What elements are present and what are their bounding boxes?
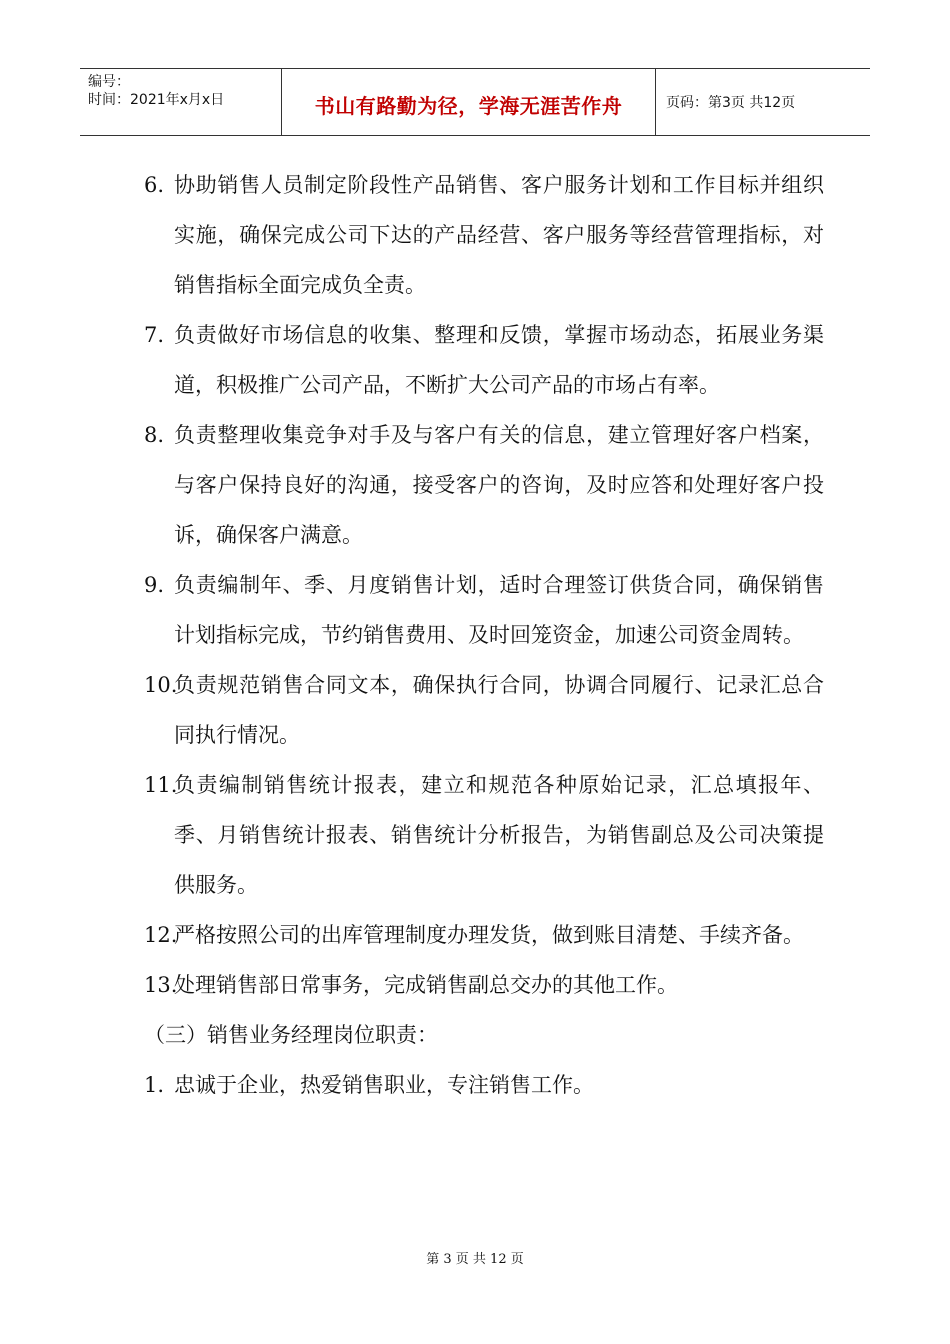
- code-label: 编号：: [88, 74, 130, 90]
- list-item: [144, 1060, 824, 1110]
- document-header: [80, 68, 870, 136]
- date-label: 时间：2021年x月x日: [88, 92, 225, 108]
- item-number: 8.: [144, 423, 165, 447]
- item-number: 10.: [144, 673, 178, 697]
- item-number: 11.: [144, 773, 178, 797]
- item-number: 1.: [144, 1073, 165, 1097]
- header-page-cell: [656, 69, 870, 135]
- item-text: 负责规范销售合同文本，确保执行合同，协调合同履行、记录汇总合同执行情况。: [174, 673, 824, 747]
- list-item: [144, 160, 824, 310]
- page-footer: 第 3 页 共 12 页: [426, 1252, 524, 1267]
- list-item: [144, 410, 824, 560]
- document-body: [144, 160, 824, 1110]
- item-text: 处理销售部日常事务，完成销售副总交办的其他工作。: [174, 973, 678, 997]
- item-text: 负责编制年、季、月度销售计划，适时合理签订供货合同，确保销售计划指标完成，节约销售费用、及时回笼资金，加速公司资金周转。: [174, 573, 824, 647]
- item-number: 9.: [144, 573, 165, 597]
- motto-text: 书山有路勤为径，学海无涯苦作舟: [314, 93, 623, 118]
- list-item: [144, 660, 824, 760]
- item-text: 负责编制销售统计报表，建立和规范各种原始记录，汇总填报年、季、月销售统计报表、销售统计分析报告，为销售副总及公司决策提供服务。: [174, 773, 824, 897]
- item-number: 7.: [144, 323, 165, 347]
- list-item: [144, 910, 824, 960]
- list-item: [144, 560, 824, 660]
- list-item: [144, 760, 824, 910]
- page-info: 页码：第3页 共12页: [666, 95, 796, 111]
- item-text: 协助销售人员制定阶段性产品销售、客户服务计划和工作目标并组织实施，确保完成公司下达的产品经营、客户服务等经营管理指标，对销售指标全面完成负全责。: [174, 173, 824, 297]
- list-item: [144, 960, 824, 1010]
- section-heading: （三）销售业务经理岗位职责：: [144, 1023, 438, 1047]
- item-number: 6.: [144, 173, 165, 197]
- item-text: 忠诚于企业，热爱销售职业，专注销售工作。: [174, 1073, 594, 1097]
- item-text: 负责整理收集竞争对手及与客户有关的信息，建立管理好客户档案，与客户保持良好的沟通，接受客户的咨询，及时应答和处理好客户投诉，确保客户满意。: [174, 423, 824, 547]
- item-text: 负责做好市场信息的收集、整理和反馈，掌握市场动态，拓展业务渠道，积极推广公司产品，不断扩大公司产品的市场占有率。: [174, 323, 824, 397]
- header-motto-cell: [282, 69, 656, 135]
- item-number: 13.: [144, 973, 178, 997]
- item-text: 严格按照公司的出库管理制度办理发货，做到账目清楚、手续齐备。: [174, 923, 804, 947]
- list-item: [144, 310, 824, 410]
- header-left-cell: [80, 69, 282, 135]
- item-number: 12.: [144, 923, 178, 947]
